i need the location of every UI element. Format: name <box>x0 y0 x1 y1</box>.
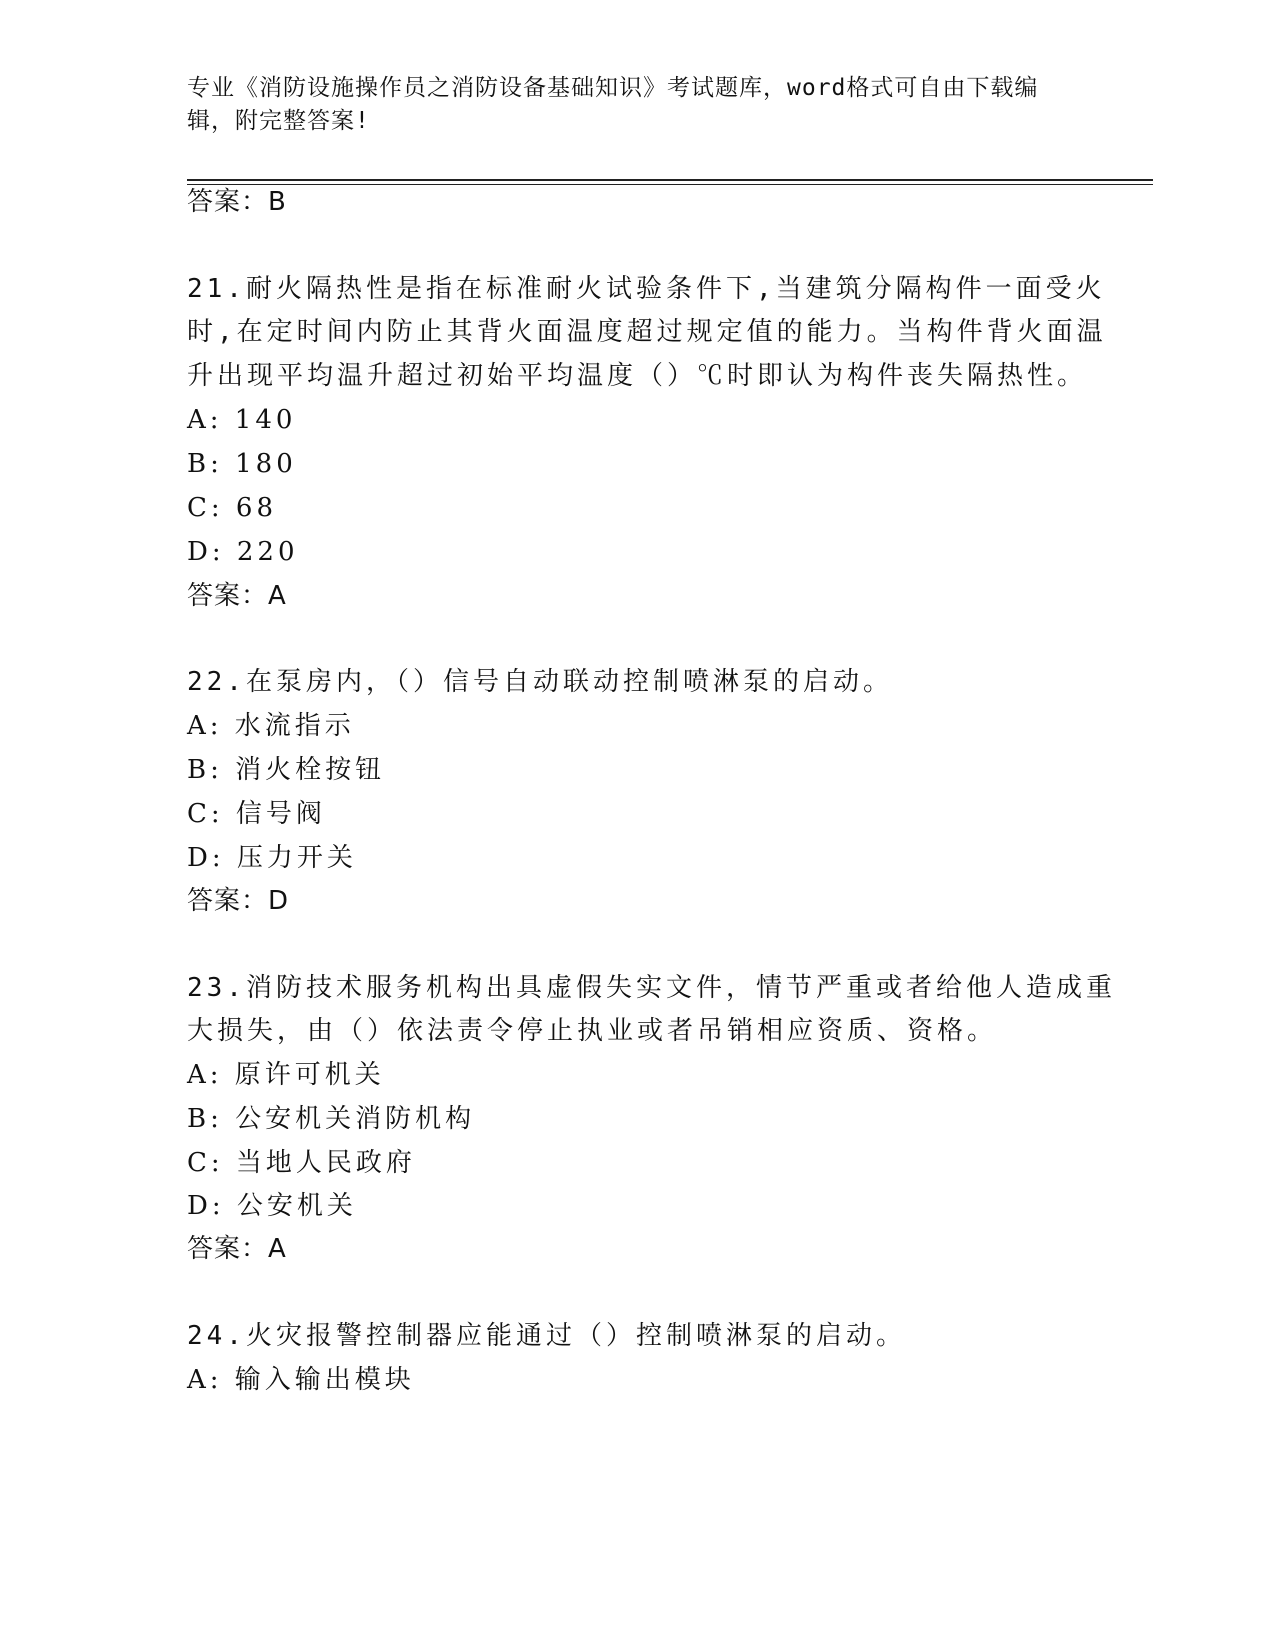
q21-option-d: D: 220 <box>187 537 299 567</box>
q24-stem-line-1: 24.火灾报警控制器应能通过（）控制喷淋泵的启动。 <box>187 1321 906 1351</box>
q23-option-a: A: 原许可机关 <box>187 1060 385 1090</box>
q21-option-c: C: 68 <box>187 493 278 523</box>
q24-option-a: A: 输入输出模块 <box>187 1365 415 1395</box>
q22-stem-line-1: 22.在泵房内，（）信号自动联动控制喷淋泵的启动。 <box>187 667 893 697</box>
header-divider-thick <box>187 179 1153 181</box>
q22-answer: 答案：D <box>187 886 290 916</box>
q23-option-b: B: 公安机关消防机构 <box>187 1104 476 1134</box>
q22-option-c: C: 信号阀 <box>187 799 326 829</box>
header-divider-thin <box>187 184 1153 185</box>
q23-option-d: D: 公安机关 <box>187 1191 357 1221</box>
q23-stem-line-2: 大损失，由（）依法责令停止执业或者吊销相应资质、资格。 <box>187 1016 998 1046</box>
q21-option-a: A: 140 <box>187 405 297 435</box>
document-header <box>187 72 1087 138</box>
previous-answer: 答案：B <box>187 187 287 217</box>
q22-option-a: A: 水流指示 <box>187 711 355 741</box>
header-line-2: 辑，附完整答案! <box>187 108 370 134</box>
q21-answer: 答案：A <box>187 581 287 611</box>
q22-option-d: D: 压力开关 <box>187 843 357 873</box>
q23-answer: 答案：A <box>187 1234 287 1264</box>
q23-option-c: C: 当地人民政府 <box>187 1148 416 1178</box>
q21-option-b: B: 180 <box>187 449 297 479</box>
q22-option-b: B: 消火栓按钮 <box>187 755 386 785</box>
q21-stem-line-2: 时,在定时间内防止其背火面温度超过规定值的能力。当构件背火面温 <box>187 317 1107 347</box>
q21-stem-line-3: 升出现平均温升超过初始平均温度（）℃时即认为构件丧失隔热性。 <box>187 361 1088 391</box>
header-line-1: 专业《消防设施操作员之消防设备基础知识》考试题库，word格式可自由下载编 <box>187 75 1039 101</box>
q21-stem-line-1: 21.耐火隔热性是指在标准耐火试验条件下,当建筑分隔构件一面受火 <box>187 274 1106 304</box>
q23-stem-line-1: 23.消防技术服务机构出具虚假失实文件，情节严重或者给他人造成重 <box>187 973 1116 1003</box>
